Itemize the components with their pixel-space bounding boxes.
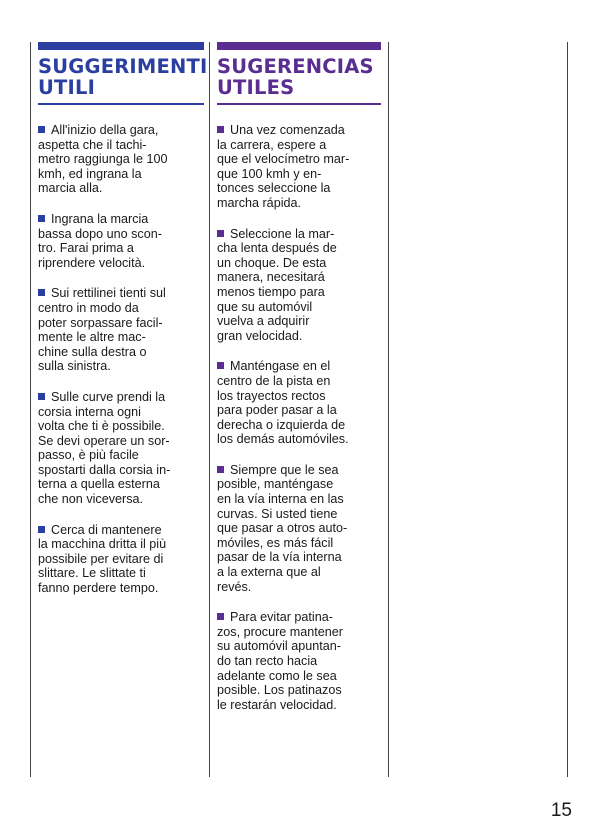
spanish-heading-rule — [217, 103, 381, 105]
tip-text: Ingrana la marcia bassa dopo uno scon- tro. Farai prima a riprendere velocità. — [38, 211, 162, 270]
italian-tips-list — [38, 123, 204, 596]
square-bullet-icon — [217, 466, 224, 473]
list-item — [217, 359, 381, 447]
italian-heading — [38, 55, 208, 99]
spanish-heading-line1: SUGERENCIAS — [217, 55, 374, 78]
tip-text: Sui rettilinei tienti sul centro in modo da poter sorpassare facil- mente le altre mac- chine sulla destra o sulla sinistra. — [38, 286, 166, 374]
list-item — [38, 390, 204, 507]
list-item — [38, 212, 204, 270]
square-bullet-icon — [38, 289, 45, 296]
list-item — [217, 610, 381, 712]
tip-text: Una vez comenzada la carrera, espere a que el velocímetro mar- que 100 kmh y en- tonces seleccione la marcha rápida. — [217, 123, 350, 210]
divider-left — [30, 42, 31, 777]
list-item — [38, 123, 204, 196]
page-number: 15 — [550, 800, 572, 821]
tip-text: Cerca di mantenere la macchina dritta il più possibile per evitare di slittare. Le slittate ti fanno perdere tempo. — [38, 522, 167, 596]
list-item — [217, 123, 381, 211]
square-bullet-icon — [38, 393, 45, 400]
list-item — [217, 463, 381, 594]
tip-text: Seleccione la mar- cha lenta después de un choque. De esta manera, necesitará menos tiempo para que su automóvil vuelva a adquirir gran velocidad. — [217, 226, 337, 343]
square-bullet-icon — [38, 126, 45, 133]
divider-middle — [209, 42, 210, 777]
italian-heading-rule — [38, 103, 204, 105]
tip-text: Para evitar patina- zos, procure mantener su automóvil apuntan- do tan recto hacia adelante como le sea posible. Los patinazos le restarán velocidad. — [217, 610, 343, 712]
square-bullet-icon — [38, 215, 45, 222]
list-item — [38, 286, 204, 374]
square-bullet-icon — [217, 613, 224, 620]
spanish-heading-line2: UTILES — [217, 76, 295, 99]
tip-text: Sulle curve prendi la corsia interna ogni volta che ti è possibile. Se devi operare un sor- passo, è più facile spostarti dalla corsia in- terna a quella esterna che non viceversa. — [38, 389, 171, 507]
italian-heading-line2: UTILI — [38, 76, 96, 99]
spanish-column — [217, 42, 381, 728]
tip-text: Manténgase en el centro de la pista en los trayectos rectos para poder pasar a la derecha o izquierda de los demás automóviles. — [217, 359, 349, 447]
list-item — [217, 227, 381, 344]
italian-header-bar — [38, 42, 204, 50]
square-bullet-icon — [217, 230, 224, 237]
tip-text: All'inizio della gara, aspetta che il tachi- metro raggiunga le 100 kmh, ed ingrana la marcia alla. — [38, 123, 168, 196]
spanish-tips-list — [217, 123, 381, 712]
square-bullet-icon — [217, 362, 224, 369]
square-bullet-icon — [217, 126, 224, 133]
square-bullet-icon — [38, 526, 45, 533]
italian-column — [38, 42, 208, 612]
list-item — [38, 523, 204, 596]
spanish-heading — [217, 56, 381, 98]
tip-text: Siempre que le sea posible, manténgase en la vía interna en las curvas. Si usted tiene que pasar a otros auto- móviles, es más fácil pasar de la vía interna a la externa que al revés. — [217, 462, 348, 594]
spanish-header-bar — [217, 42, 381, 50]
divider-far-right — [567, 42, 568, 777]
divider-right — [388, 42, 389, 777]
italian-heading-line1: SUGGERIMENTI — [38, 55, 208, 78]
